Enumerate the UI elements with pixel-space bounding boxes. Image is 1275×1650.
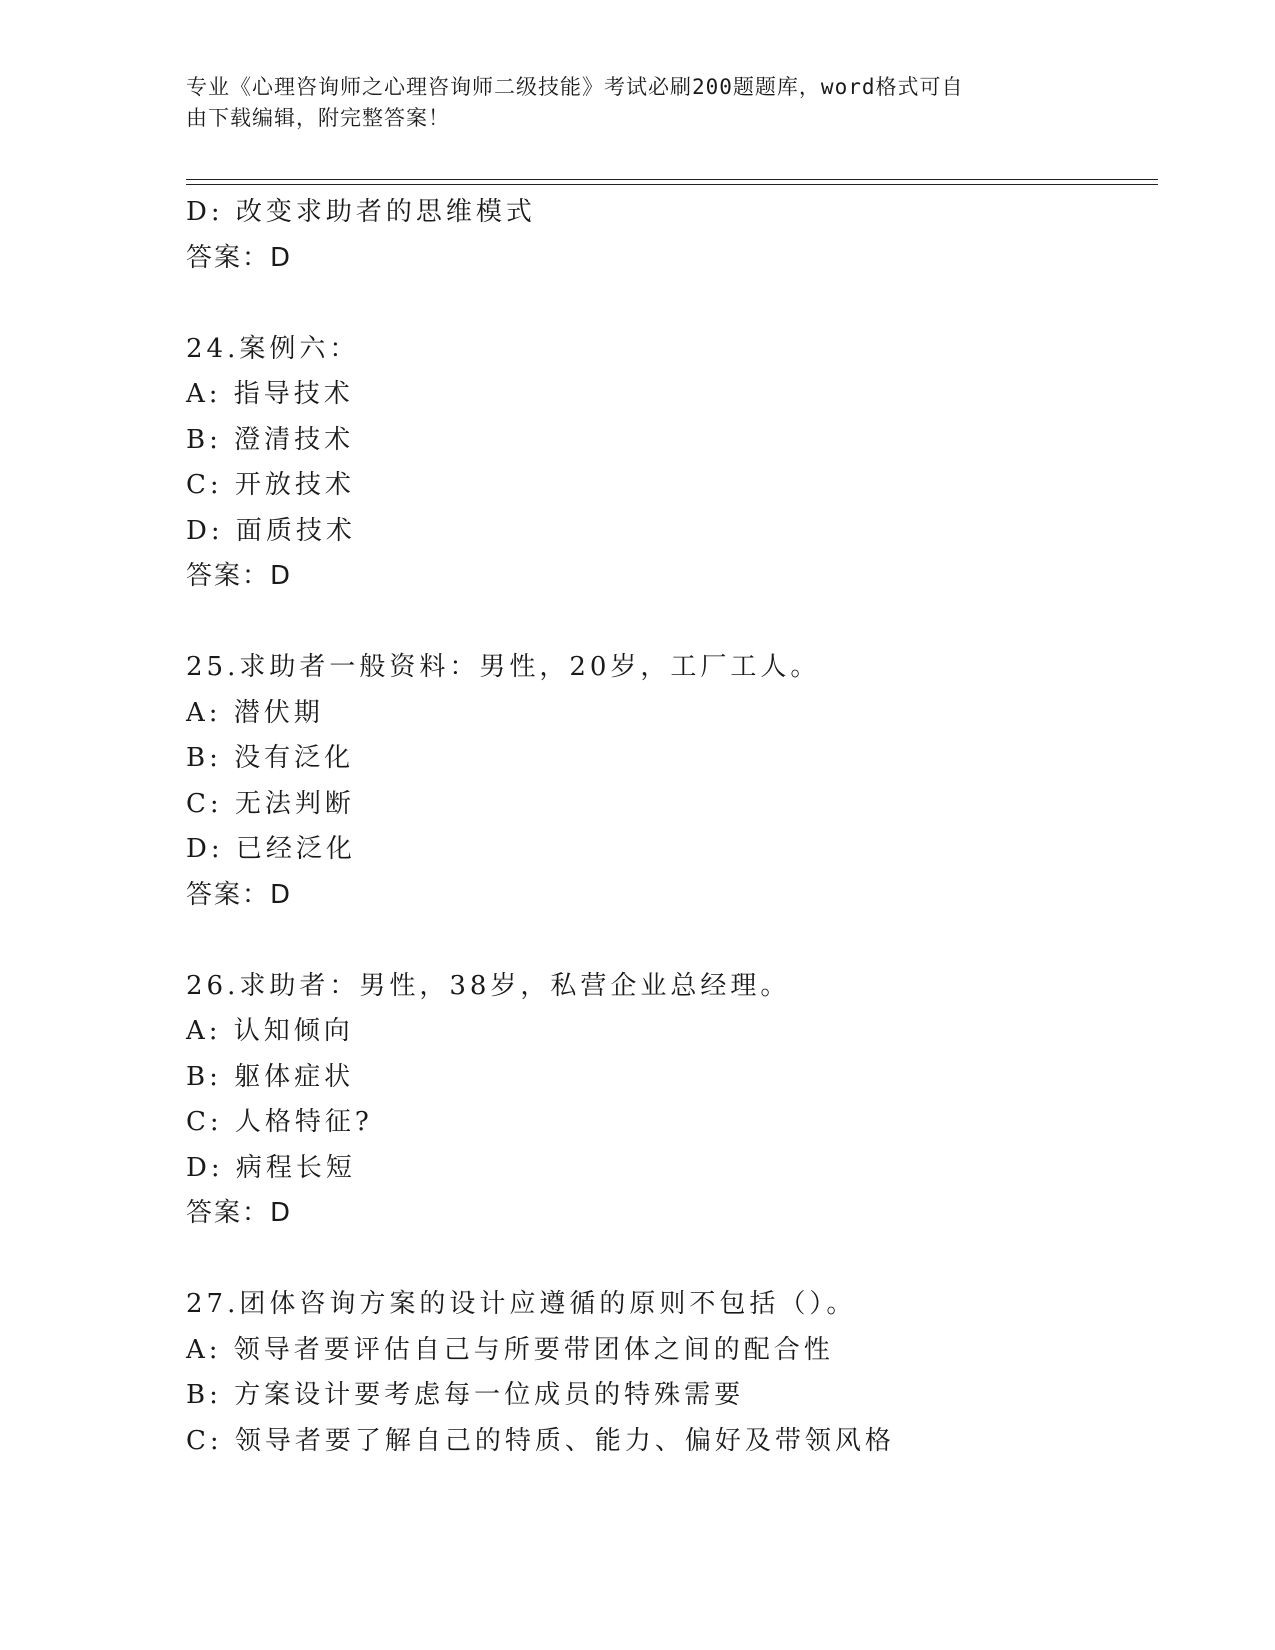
header-line-2: 由下载编辑，附完整答案！	[186, 106, 450, 130]
option-a: A: 指导技术	[186, 379, 354, 409]
document-header	[186, 72, 1066, 134]
option-b: B: 澄清技术	[186, 424, 355, 455]
spacer	[186, 918, 1186, 964]
spacer	[186, 281, 1186, 327]
question-title: 25.求助者一般资料：男性，20岁，工厂工人。	[186, 652, 821, 682]
option-c: C: 开放技术	[186, 470, 355, 500]
spacer	[186, 1237, 1186, 1283]
question-26	[186, 964, 1186, 1237]
question-25	[186, 645, 1186, 918]
option-d: D: 已经泛化	[186, 834, 356, 864]
answer-line: 答案：D	[186, 561, 293, 591]
option-a: A: 认知倾向	[186, 1016, 354, 1046]
option-a: A: 潜伏期	[186, 697, 324, 728]
question-title: 27.团体咨询方案的设计应遵循的原则不包括（）。	[186, 1289, 857, 1319]
header-line-1: 专业《心理咨询师之心理咨询师二级技能》考试必刷200题题库，word格式可自	[186, 75, 964, 99]
question-list	[186, 190, 1186, 1464]
question-27	[186, 1282, 1186, 1464]
option-b: B: 没有泛化	[186, 743, 355, 773]
option-c: C: 领导者要了解自己的特质、能力、偏好及带领风格	[186, 1425, 895, 1456]
option-a: A: 领导者要评估自己与所要带团体之间的配合性	[186, 1334, 834, 1365]
answer-line: 答案：D	[186, 879, 293, 910]
question-24	[186, 327, 1186, 600]
option-c: C: 人格特征?	[186, 1107, 373, 1137]
option-b: B: 躯体症状	[186, 1061, 355, 1092]
header-divider-top	[186, 179, 1158, 180]
option-c: C: 无法判断	[186, 788, 355, 819]
option-d: D: 改变求助者的思维模式	[186, 197, 536, 227]
answer-line: 答案：D	[186, 1198, 293, 1228]
header-divider-bottom	[186, 184, 1158, 185]
option-b: B: 方案设计要考虑每一位成员的特殊需要	[186, 1380, 745, 1410]
question-title: 26.求助者：男性，38岁，私营企业总经理。	[186, 970, 791, 1001]
option-d: D: 面质技术	[186, 515, 356, 546]
option-d: D: 病程长短	[186, 1152, 356, 1183]
answer-line: 答案：D	[186, 242, 293, 273]
question-title: 24.案例六：	[186, 333, 360, 364]
spacer	[186, 600, 1186, 646]
